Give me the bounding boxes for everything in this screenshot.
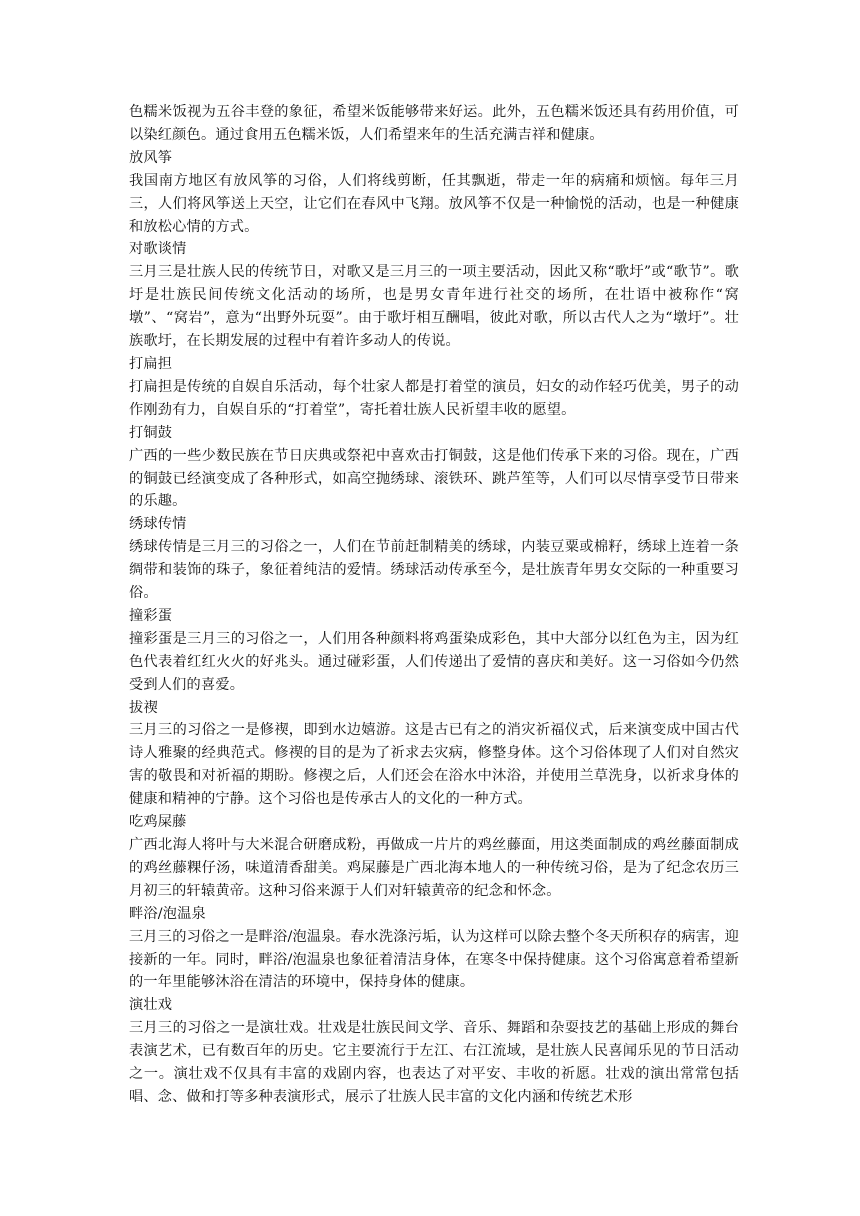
section-paragraph-vine: 广西北海人将叶与大米混合研磨成粉，再做成一片片的鸡丝藤面，用这类面制成的鸡丝藤面制成的鸡丝藤粿仔汤，味道清香甜美。鸡屎藤是广西北海本地人的一种传统习俗，是为了纪念农历三月初三的轩辕黄帝。这种习俗来源于人们对轩辕黄帝的纪念和怀念。 <box>129 837 739 899</box>
document-body <box>129 101 739 1109</box>
section-paragraph-opera: 三月三的习俗之一是演壮戏。壮戏是壮族民间文学、音乐、舞蹈和杂耍技艺的基础上形成的舞台表演艺术，已有数百年的历史。它主要流行于左江、右江流域，是壮族人民喜闻乐见的节日活动之一。演壮戏不仅具有丰富的戏剧内容，也表达了对平安、丰收的祈愿。壮戏的演出常常包括唱、念、做和打等多种表演形式，展示了壮族人民丰富的文化内涵和传统艺术形 <box>129 1020 739 1105</box>
section-heading-kite: 放风筝 <box>129 149 173 166</box>
section-paragraph-song: 三月三是壮族人民的传统节日，对歌又是三月三的一项主要活动，因此又称“歌圩”或“歌节”。歌圩是壮族民间传统文化活动的场所，也是男女青年进行社交的场所，在壮语中被称作“窝墩”、“窝岩”，意为“出野外玩耍”。由于歌圩相互酬唱，彼此对歌，所以古代人之为“墩圩”。壮族歌圩，在长期发展的过程中有着许多动人的传说。 <box>129 264 739 350</box>
section-paragraph-drum: 广西的一些少数民族在节日庆典或祭祀中喜欢击打铜鼓，这是他们传承下来的习俗。现在，广西的铜鼓已经演变成了各种形式，如高空抛绣球、滚铁环、跳芦笙等，人们可以尽情享受节日带来的乐趣。 <box>129 447 739 510</box>
section-paragraph-xi: 三月三的习俗之一是修禊，即到水边嬉游。这是古已有之的消灾祈福仪式，后来演变成中国古代诗人雅聚的经典范式。修禊的目的是为了祈求去灾病，修整身体。这个习俗体现了人们对自然灾害的敬畏和对祈福的期盼。修禊之后，人们还会在浴水中沐浴，并使用兰草洗身，以祈求身体的健康和精神的宁静。这个习俗也是传承古人的文化的一种方式。 <box>129 722 739 808</box>
section-heading-opera: 演壮戏 <box>129 997 173 1014</box>
section-heading-pole: 打扁担 <box>129 355 173 372</box>
section-paragraph-egg: 撞彩蛋是三月三的习俗之一，人们用各种颜料将鸡蛋染成彩色，其中大部分以红色为主，因为红色代表着红红火火的好兆头。通过碰彩蛋，人们传递出了爱情的喜庆和美好。这一习俗如今仍然受到人们的喜爱。 <box>129 630 739 693</box>
section-heading-bath: 畔浴/泡温泉 <box>129 905 206 922</box>
section-heading-vine: 吃鸡屎藤 <box>129 814 187 831</box>
section-paragraph-ball: 绣球传情是三月三的习俗之一，人们在节前赶制精美的绣球，内装豆粟或棉籽，绣球上连着一条绸带和装饰的珠子，象征着纯洁的爱情。绣球活动传承至今，是壮族青年男女交际的一种重要习俗。 <box>129 539 739 602</box>
section-heading-drum: 打铜鼓 <box>129 424 173 441</box>
section-heading-song: 对歌谈情 <box>129 241 187 258</box>
section-paragraph-bath: 三月三的习俗之一是畔浴/泡温泉。春水洗涤污垢，认为这样可以除去整个冬天所积存的病害，迎接新的一年。同时，畔浴/泡温泉也象征着清洁身体，在寒冬中保持健康。这个习俗寓意着希望新的一年里能够沐浴在清洁的环境中，保持身体的健康。 <box>129 928 739 991</box>
section-heading-egg: 撞彩蛋 <box>129 607 173 624</box>
section-paragraph-kite: 我国南方地区有放风筝的习俗，人们将线剪断，任其飘逝，带走一年的病痛和烦恼。每年三月三，人们将风筝送上天空，让它们在春风中飞翔。放风筝不仅是一种愉悦的活动，也是一种健康和放松心情的方式。 <box>129 172 739 235</box>
intro-paragraph: 色糯米饭视为五谷丰登的象征，希望米饭能够带来好运。此外，五色糯米饭还具有药用价值，可以染红颜色。通过食用五色糯米饭，人们希望来年的生活充满吉祥和健康。 <box>129 104 739 143</box>
section-heading-ball: 绣球传情 <box>129 516 187 533</box>
section-paragraph-pole: 打扁担是传统的自娱自乐活动，每个壮家人都是打着堂的演员，妇女的动作轻巧优美，男子的动作刚劲有力，自娱自乐的“打着堂”，寄托着壮族人民祈望丰收的愿望。 <box>129 378 739 418</box>
section-heading-xi: 拔禊 <box>129 699 158 716</box>
